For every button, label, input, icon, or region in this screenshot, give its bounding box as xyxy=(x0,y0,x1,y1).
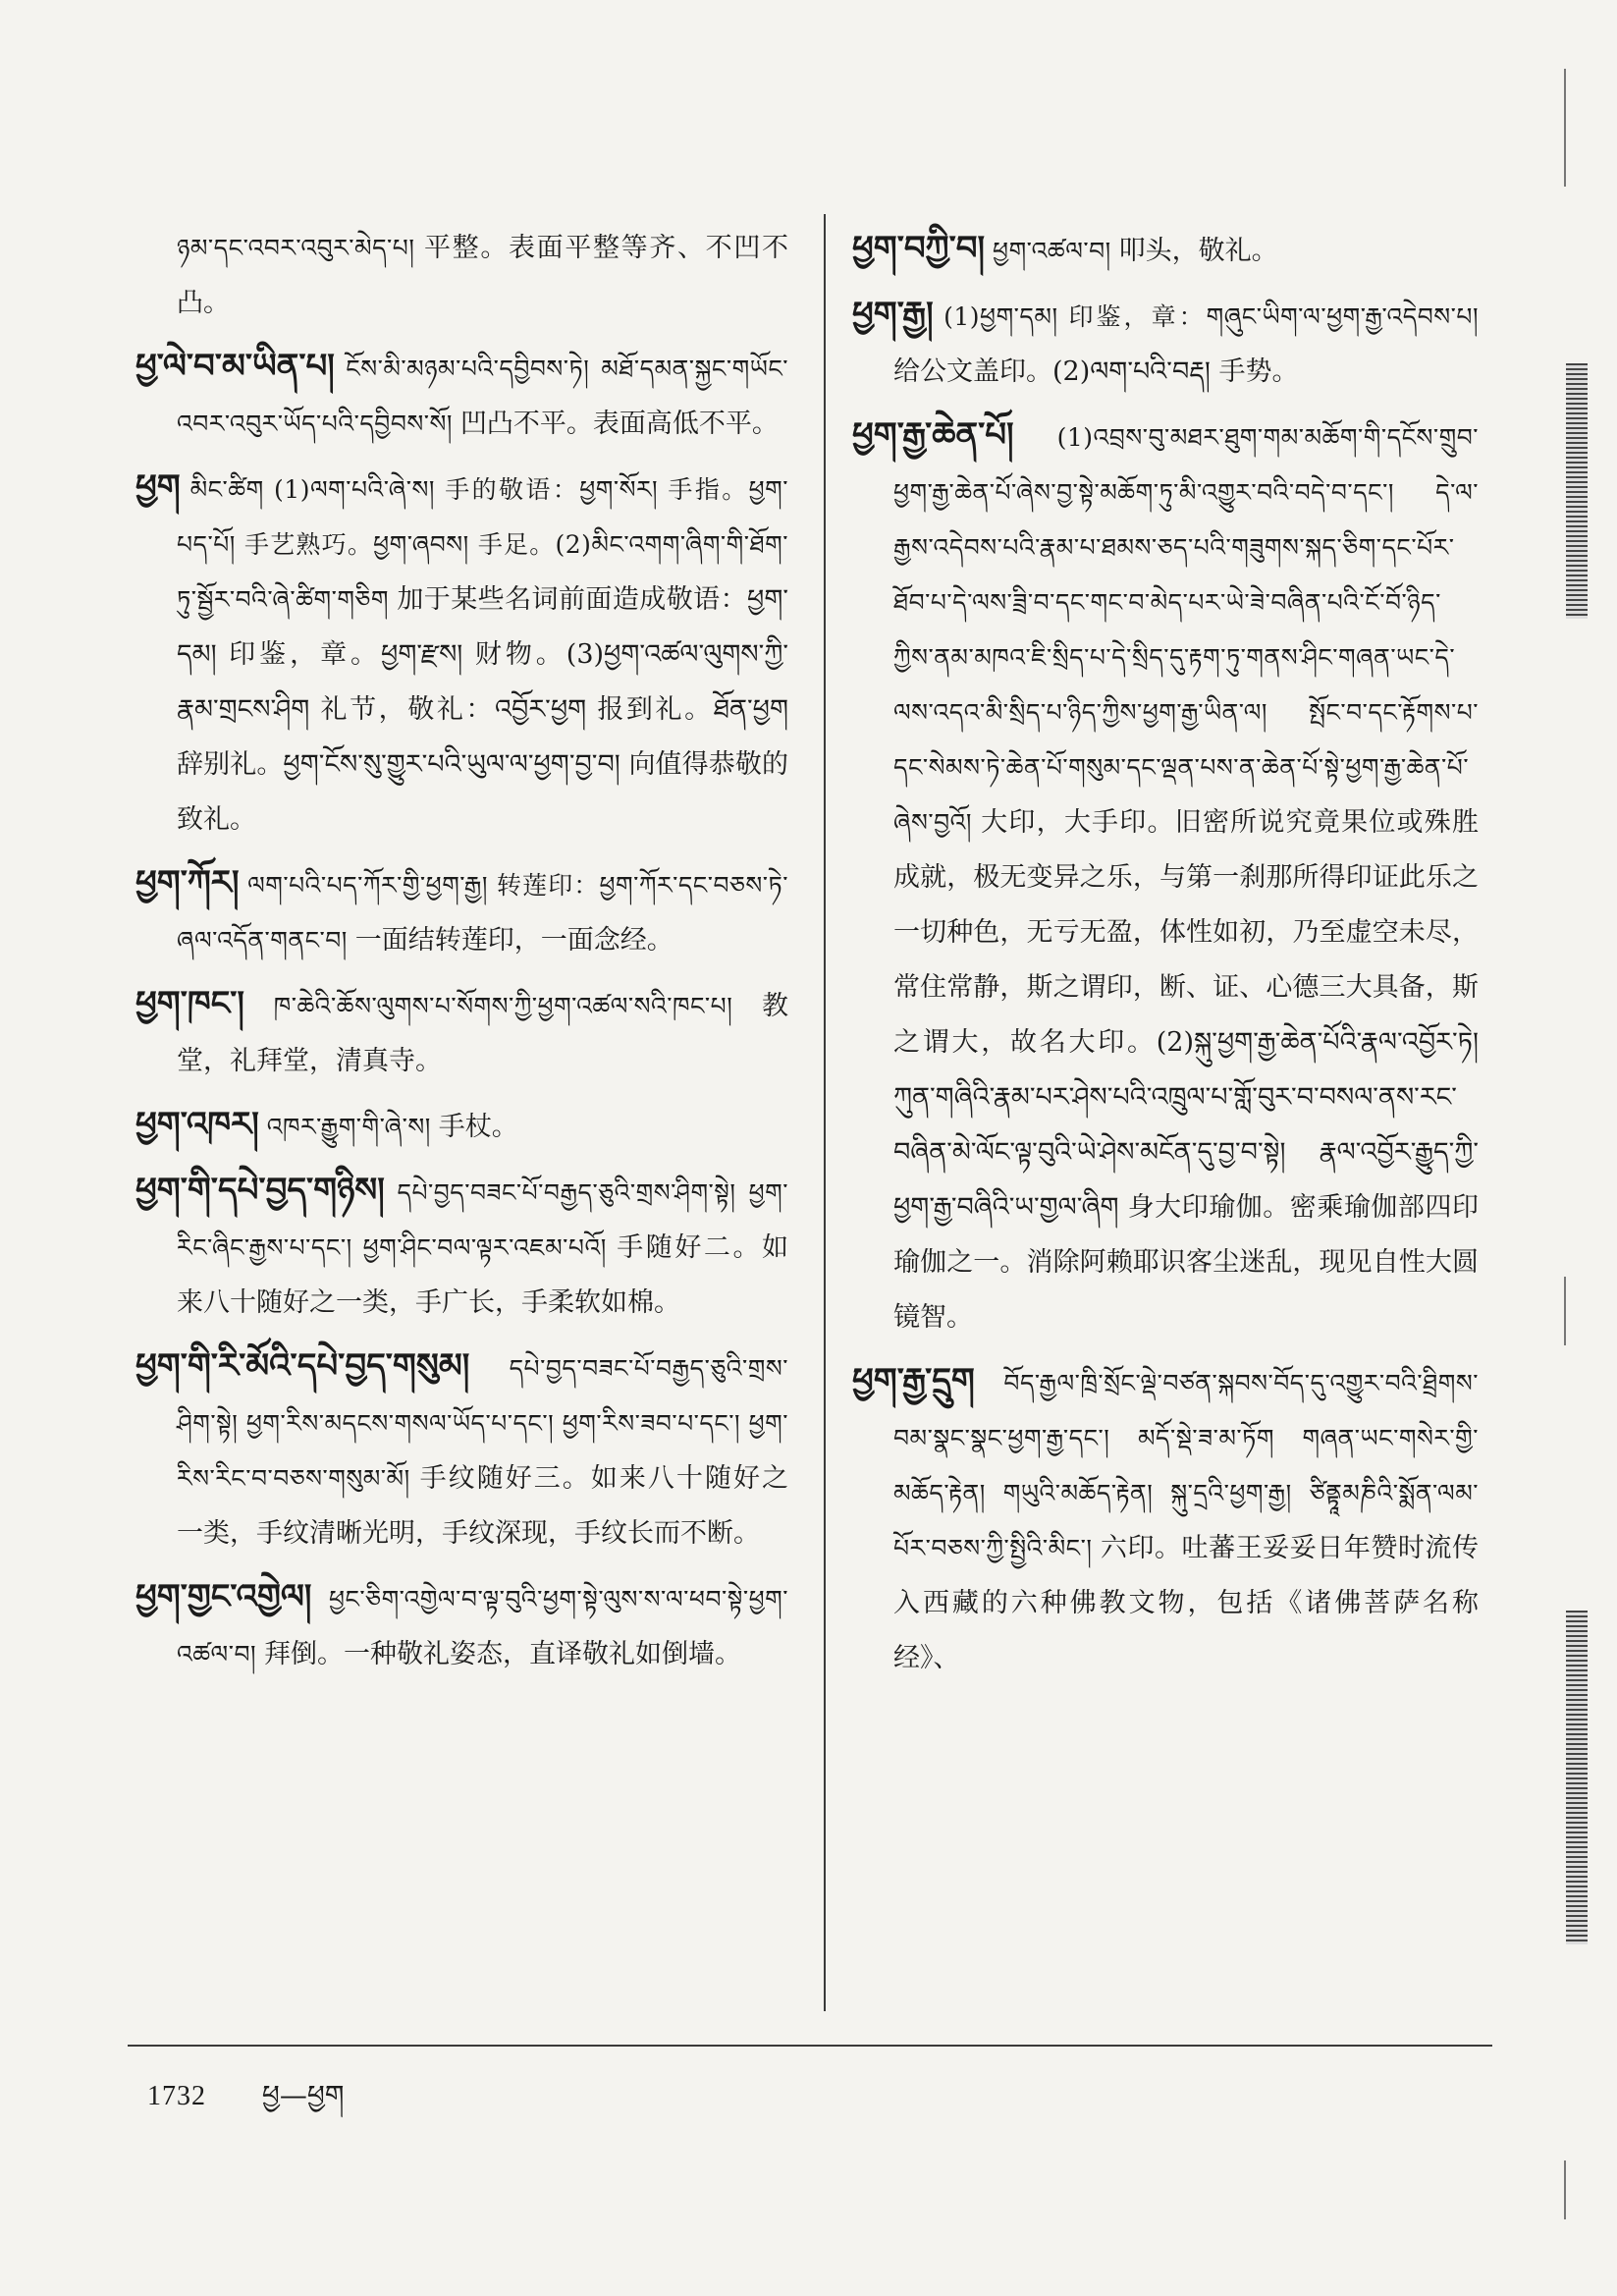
entry-headword: ཕྱག་གི་རི་མོའི་དཔེ་བྱད་གསུམ། xyxy=(135,1346,470,1386)
entry-headword: ཕྱག་ཀོར། xyxy=(135,863,240,902)
dictionary-entry xyxy=(135,460,788,847)
dictionary-entry xyxy=(135,1569,788,1682)
dictionary-entry xyxy=(135,855,788,968)
entry-gloss: 叩头，敬礼。 xyxy=(1118,236,1278,266)
entry-gloss: 加于某些名词前面造成敬语：ཕྱག་དམ། 印鉴，章。ཕྱག་རྫས། 财物。(3)ཕྱག་འཚལ་ལུགས་ཀྱི་རྣམ་གྲངས་ཤིག 礼节，敬礼：འབྱོར་ཕྱག 报到礼。ཐོན་ཕྱག 辞别礼。ཕྱག་ངོས་སུ་གྱུར་པའི་ཡུལ་ལ་ཕྱག་བྱ་བ། 向值得恭敬的致礼。 xyxy=(177,584,788,835)
dictionary-entry xyxy=(852,221,1479,279)
entry-headword: ཕྱག་གི་དཔེ་བྱད་གཉིས། xyxy=(135,1171,385,1210)
entry-tibetan: མིང་ཚིག (1)ལག་པའི་ཞེ་ས། 手的敬语：ཕྱག་སོར། 手指。ཕྱག་པད་པོ། 手艺熟巧。ཕྱག་ཞབས། 手足。(2)མིང་འགག་ཞིག་གི་ཐོག་ཏུ་སྦྱོར་བའི་ཞེ་ཚིག་གཅིག xyxy=(177,475,788,614)
entry-gloss: 手随好二。如来八十随好之一类，手广长，手柔软如棉。 xyxy=(177,1232,788,1318)
entry-gloss: 凹凸不平。表面高低不平。 xyxy=(459,409,779,439)
entry-headword: ཕྱག xyxy=(135,467,181,507)
entry-continuation xyxy=(135,221,788,331)
entry-tibetan: ལག་པའི་པད་ཀོར་གྱི་ཕྱག་རྒྱ། 转莲印：ཕྱག་ཀོར་དང་བཅས་ཏེ་ཞལ་འདོན་གནང་བ། xyxy=(177,871,788,955)
entry-headword: ཕྱ་ལེ་བ་མ་ཡིན་པ། xyxy=(135,347,335,386)
dictionary-entry xyxy=(135,339,788,452)
entry-tibetan: ཕྱག་འཚལ་བ། xyxy=(993,237,1111,265)
page-number: 1732 xyxy=(147,2081,206,2111)
entry-tibetan: དཔེ་བྱད་བཟང་པོ་བརྒྱད་ཅུའི་གྲས་ཤིག་སྟེ། ཕྱག་རིང་ཞིང་རྒྱས་པ་དང་། ཕྱག་ཤིང་བལ་ལྟར་འཇམ་པའོ། xyxy=(177,1178,788,1262)
entry-headword: ཕྱག་རྒྱ། xyxy=(852,295,934,334)
footer-rule xyxy=(128,2045,1492,2047)
page-footer xyxy=(147,2064,345,2142)
entry-headword: ཕྱག་རྒྱ་དྲུག xyxy=(852,1361,975,1400)
dictionary-entry xyxy=(135,1097,788,1155)
entry-gloss: 手纹随好三。如来八十随好之一类，手纹清晰光明，手纹深现，手纹长而不断。 xyxy=(177,1463,788,1549)
dictionary-entry xyxy=(135,1339,788,1561)
right-column xyxy=(852,221,1479,2011)
entry-gloss: 手杖。 xyxy=(438,1112,518,1142)
entry-tibetan: ཁ་ཆེའི་ཆོས་ལུགས་པ་སོགས་ཀྱི་ཕྱག་འཚལ་སའི་ཁང་པ། xyxy=(273,992,733,1020)
column-divider xyxy=(824,214,826,2011)
entry-tibetan: (1)འབྲས་བུ་མཐར་ཐུག་གམ་མཆོག་གི་དངོས་གྲུབ་ཕྱག་རྒྱ་ཆེན་པོ་ཞེས་བྱ་སྟེ་མཆོག་ཏུ་མི་འགྱུར་བའི་བདེ་བ་དང་། དེ་ལ་རྒྱས་འདེབས་པའི་རྣམ་པ་ཐམས་ཅད་པའི་གཟུགས་སྐད་ཅིག་དང་པོར་ཐོབ་པ་དེ་ལས་ཟྲི་བ་དང་གང་བ་མེད་པར་ཡེ་ཟེ་བཞིན་པའི་ངོ་བོ་ཉིད་ཀྱིས་ནམ་མཁའ་ཇི་སྲིད་པ་དེ་སྲིད་དུ་རྟག་ཏུ་གནས་ཤིང་གཞན་ཡང་དེ་ལས་འདའ་མི་སྲིད་པ་ཉིད་ཀྱིས་ཕྱག་རྒྱ་ཡིན་ལ། སྤོང་བ་དང་རྟོགས་པ་དང་སེམས་ཏེ་ཆེན་པོ་གསུམ་དང་ལྡན་པས་ན་ཆེན་པོ་སྟེ་ཕྱག་རྒྱ་ཆེན་པོ་ཞེས་བྱའོ། xyxy=(893,423,1479,837)
dictionary-entry xyxy=(135,1163,788,1331)
entry-tibetan: ངོས་མི་མཉམ་པའི་དབྱིབས་ཏེ། མཐོ་དམན་སྐྱང་གཡོང་འབར་འབུར་ཡོད་པའི་དབྱིབས་སོ། xyxy=(177,355,788,438)
entry-tibetan: འཁར་རྒྱུག་གི་ཞེ་ས། xyxy=(266,1113,431,1141)
entry-gloss: 一面结转莲印，一面念经。 xyxy=(354,925,674,956)
dictionary-entry xyxy=(852,1353,1479,1686)
page-range: ཕྱ—ཕྱག xyxy=(261,2079,345,2111)
entry-tibetan: ཉམ་དང་འབར་འབུར་མེད་པ། xyxy=(177,234,415,262)
entry-tibetan: ཕྱང་ཅིག་འགྱེལ་བ་ལྟ་བུའི་ཕྱག་སྟེ་ལུས་ས་ལ་ཕབ་སྟེ་ཕྱག་འཚལ་བ། xyxy=(177,1585,788,1668)
entry-headword: ཕྱག་བཀྱི་བ། xyxy=(852,229,986,268)
entry-headword: ཕྱག་ཁང་། xyxy=(135,984,244,1023)
entry-headword: ཕྱག་འཁར། xyxy=(135,1105,259,1144)
entry-gloss: 教堂，礼拜堂，清真寺。 xyxy=(177,991,788,1076)
entry-gloss: 平整。表面平整等齐、不凹不凸。 xyxy=(177,233,788,318)
dictionary-entry xyxy=(852,408,1479,1345)
entry-headword: ཕྱག་གྱང་འགྱེལ། xyxy=(135,1577,312,1616)
dictionary-entry xyxy=(852,287,1479,400)
entry-gloss: 拜倒。一种敬礼姿态，直译敬礼如倒墙。 xyxy=(263,1639,741,1669)
entry-headword: ཕྱག་རྒྱ་ཆེན་པོ། xyxy=(852,415,1014,455)
entry-gloss: 六印。吐蕃王妥妥日年赞时流传入西藏的六种佛教文物，包括《诸佛菩萨名称经》、 xyxy=(893,1533,1479,1673)
entry-gloss: 大印，大手印。旧密所说究竟果位或殊胜成就，极无变异之乐，与第一刹那所得印证此乐之一切种色，无亏无盈，体性如初，乃至虚空未尽，常住常静，斯之谓印，断、证、心德三大具备，斯之谓大，故名大印。(2)སྐུ་ཕྱག་རྒྱ་ཆེན་པོའི་རྣལ་འབྱོར་ཏེ། ཀུན་གཞིའི་རྣམ་པར་ཤེས་པའི་འཁྲུལ་པ་གློ་བུར་བ་བསལ་ནས་རང་བཞིན་མེ་ལོང་ལྟ་བུའི་ཡེ་ཤེས་མངོན་དུ་བྱ་བ་སྟེ། རྣལ་འབྱོར་རྒྱུད་ཀྱི་ཕྱག་རྒྱ་བཞིའི་ཡ་གྱལ་ཞིག 身大印瑜伽。密乘瑜伽部四印瑜伽之一。消除阿赖耶识客尘迷乱，现见自性大圆镜智。 xyxy=(893,807,1479,1333)
entry-tibetan: བོད་རྒྱལ་ཁྲི་སྲོང་ལྡེ་བཙན་སྐབས་བོད་དུ་འགྱུར་བའི་ཐྲིགས་བམ་སྣང་སྣང་ཕྱག་རྒྱ་དང་། མདོ་སྡེ་ཟ་མ་ཏོག གཞན་ཡང་གསེར་གྱི་མཆོད་རྟེན། གཡུའི་མཆོད་རྟེན། སྐུ་དྲའི་ཕྱག་རྒྱ། ཙིནྟཱམཎིའི་སྨོན་ལམ་པོར་བཅས་ཀྱི་སྤྱིའི་མིང་། xyxy=(893,1369,1479,1562)
left-column xyxy=(135,221,788,2011)
dictionary-entry xyxy=(135,976,788,1089)
entry-tibetan: (1)ཕྱག་དམ། 印鉴，章：གཞུང་ཡིག་ལ་ཕྱག་རྒྱ་འདེབས་པ། xyxy=(943,302,1479,331)
entry-gloss: 给公文盖印。(2)ལག་པའི་བརྡ། 手势。 xyxy=(893,356,1299,387)
entry-tibetan: དཔེ་བྱད་བཟང་པོ་བརྒྱད་ཅུའི་གྲས་ཤིག་སྟེ། ཕྱག་རིས་མདངས་གསལ་ཡོད་པ་དང་། ཕྱག་རིས་ཟབ་པ་དང་། ཕྱག་རིས་རིང་བ་བཅས་གསུམ་མོ། xyxy=(177,1354,788,1493)
scan-edge-marks xyxy=(1560,59,1599,2219)
